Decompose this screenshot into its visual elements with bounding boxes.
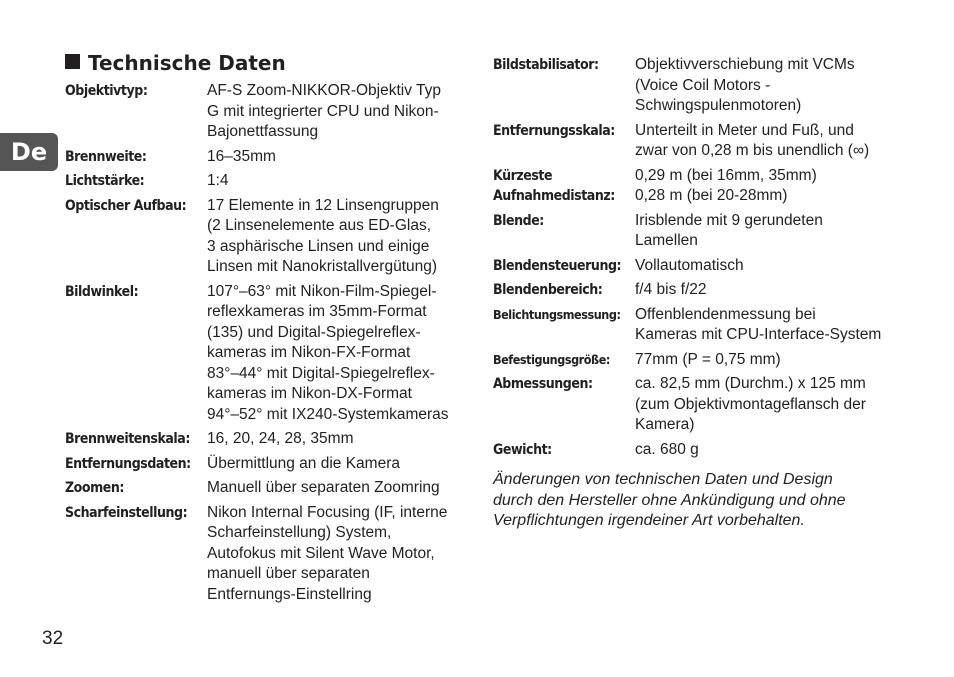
spec-value: 17 Elemente in 12 Linsengruppen (2 Linsenelemente aus ED-Glas, 3 asphärische Linsen und einige Linsen mit Nanokristallvergütung) [207, 196, 439, 275]
left-spec-column [65, 81, 460, 609]
spec-value: ca. 680 g [635, 440, 699, 458]
spec-row [493, 55, 893, 117]
spec-label: Blendenbereich: [493, 282, 603, 298]
spec-label: Bildstabilisator: [493, 57, 599, 73]
spec-label: Bildwinkel: [65, 283, 139, 300]
right-spec-column [493, 55, 893, 532]
spec-row [493, 374, 893, 436]
spec-value: 16, 20, 24, 28, 35mm [207, 430, 354, 447]
spec-row [65, 147, 460, 168]
spec-value: 107°–63° mit Nikon-Film-Spiegel- reflexkameras im 35mm-Format (135) und Digital-Spiegelreflex- kameras im Nikon-FX-Format 83°–44° mit Digital-Spiegelreflex- kameras im Nikon-DX-Format 94°–52° mit IX240-Systemkameras [207, 282, 449, 423]
spec-row [65, 454, 460, 475]
spec-value: Unterteilt in Meter und Fuß, und zwar von 0,28 m bis unendlich (∞) [635, 121, 870, 159]
spec-row [65, 282, 460, 426]
language-tab: De [0, 133, 58, 171]
spec-row [65, 171, 460, 192]
spec-row [493, 211, 893, 252]
spec-label: Blende: [493, 212, 544, 229]
spec-label: Lichtstärke: [65, 173, 145, 189]
spec-row [493, 305, 893, 346]
spec-label: Entfernungsskala: [493, 122, 615, 139]
spec-label: Scharfeinstellung: [65, 504, 188, 521]
spec-value: 1:4 [207, 172, 229, 189]
spec-label: Gewicht: [493, 441, 552, 458]
spec-value: 0,29 m (bei 16mm, 35mm) 0,28 m (bei 20-28mm) [635, 166, 817, 204]
spec-value: AF-S Zoom-NIKKOR-Objektiv Typ G mit integrierter CPU und Nikon- Bajonettfassung [207, 82, 441, 140]
spec-row [65, 81, 460, 143]
spec-value: 77mm (P = 0,75 mm) [635, 350, 781, 368]
square-bullet-icon [65, 54, 80, 69]
spec-value: Vollautomatisch [635, 256, 744, 274]
spec-label: Blendensteuerung: [493, 257, 622, 274]
spec-row [65, 196, 460, 278]
spec-value: Manuell über separaten Zoomring [207, 479, 440, 496]
spec-label: Kürzeste Aufnahmedistanz: [493, 167, 615, 204]
page-number: 32 [42, 628, 64, 649]
spec-value: ca. 82,5 mm (Durchm.) x 125 mm (zum Objektivmontageflansch der Kamera) [635, 375, 866, 433]
spec-label: Brennweite: [65, 148, 147, 165]
spec-label: Abmessungen: [493, 376, 593, 392]
disclaimer-note: Änderungen von technischen Daten und Design durch den Hersteller ohne Ankündigung und ohne Verpflichtungen irgendeiner Art vorbehalten. [493, 471, 846, 529]
spec-row [493, 280, 893, 301]
spec-row [493, 166, 893, 207]
spec-row [493, 440, 893, 461]
spec-row [65, 429, 460, 450]
spec-label: Zoomen: [65, 480, 124, 496]
spec-value: Übermittlung an die Kamera [207, 454, 400, 472]
spec-label: Belichtungsmessung: [493, 306, 621, 322]
spec-value: Nikon Internal Focusing (IF, interne Scharfeinstellung) System, Autofokus mit Silent Wave Motor, manuell über separaten Entfernungs-Einstellring [207, 503, 448, 603]
spec-label: Entfernungsdaten: [65, 455, 191, 472]
spec-label: Brennweitenskala: [65, 431, 190, 447]
spec-value: Offenblendenmessung bei Kameras mit CPU-Interface-System [635, 305, 882, 343]
spec-row [65, 478, 460, 499]
heading-text: Technische Daten [88, 51, 286, 75]
spec-row [65, 503, 460, 606]
spec-label: Befestigungsgröße: [493, 351, 610, 367]
spec-row [493, 256, 893, 277]
spec-row [493, 350, 893, 371]
spec-label: Objektivtyp: [65, 83, 148, 99]
spec-label: Optischer Aufbau: [65, 197, 187, 214]
spec-value: 16–35mm [207, 147, 276, 165]
spec-value: Objektivverschiebung mit VCMs (Voice Coil Motors - Schwingspulenmotoren) [635, 56, 855, 114]
section-heading [65, 50, 286, 76]
spec-value: f/4 bis f/22 [635, 281, 707, 298]
spec-value: Irisblende mit 9 gerundeten Lamellen [635, 211, 823, 249]
